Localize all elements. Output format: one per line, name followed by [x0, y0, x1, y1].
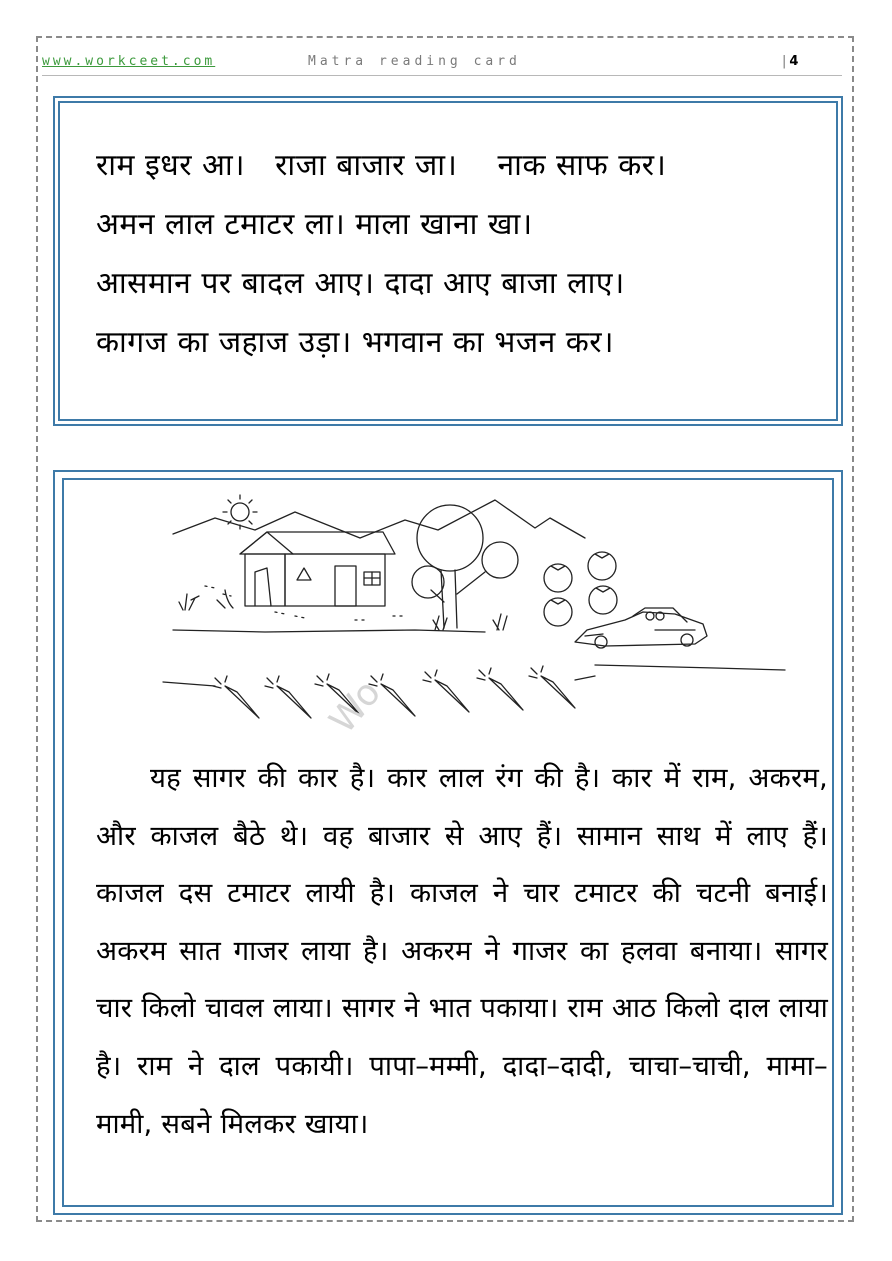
document-title: Matra reading card	[308, 54, 521, 69]
sentence-line: कागज का जहाज उड़ा। भगवान का भजन कर।	[96, 325, 614, 360]
scene-illustration	[155, 490, 805, 730]
header-divider	[42, 75, 842, 76]
sun-icon	[223, 495, 257, 529]
ground-line	[173, 630, 485, 632]
house-icon	[240, 532, 395, 606]
ground-line	[595, 665, 785, 670]
sentence-line: अमन लाल टमाटर ला। माला खाना खा।	[96, 207, 533, 242]
story-paragraph: यह सागर की कार है। कार लाल रंग की है। कार में राम, अकरम, और काजल बैठे थे। वह बाजार से आए हैं। सामान साथ में लाए हैं। काजल दस टमाटर लायी है। काजल ने चार टमाटर की चटनी बनाई। अकरम सात गाजर लाया है। अकरम ने गाजर का हलवा बनाया। सागर चार किलो चावल लाया। सागर ने भात पकाया। राम आठ किलो दाल लाया है। राम ने दाल पकायी। पापा–मम्मी, दादा–दादी, चाचा–चाची, मामा–मामी, सबने मिलकर खाया।	[96, 762, 828, 1140]
page-header	[42, 54, 802, 76]
grass	[179, 590, 507, 630]
page-number: | 4	[782, 54, 798, 69]
sentence-line: राम इधर आ। राजा बाजार जा। नाक साफ कर।	[96, 148, 667, 183]
ground-line	[163, 676, 595, 686]
tree-icon	[412, 505, 518, 628]
carrot-icon	[213, 666, 575, 718]
dotted-path	[205, 586, 405, 620]
sentence-list	[96, 136, 816, 372]
story-text-block	[96, 750, 828, 1153]
car-icon	[575, 608, 707, 648]
watermark: Wo	[322, 672, 390, 742]
site-link[interactable]: www.workceet.com	[42, 54, 216, 69]
tomato-icon	[544, 552, 617, 626]
sentence-line: आसमान पर बादल आए। दादा आए बाजा लाए।	[96, 266, 625, 301]
